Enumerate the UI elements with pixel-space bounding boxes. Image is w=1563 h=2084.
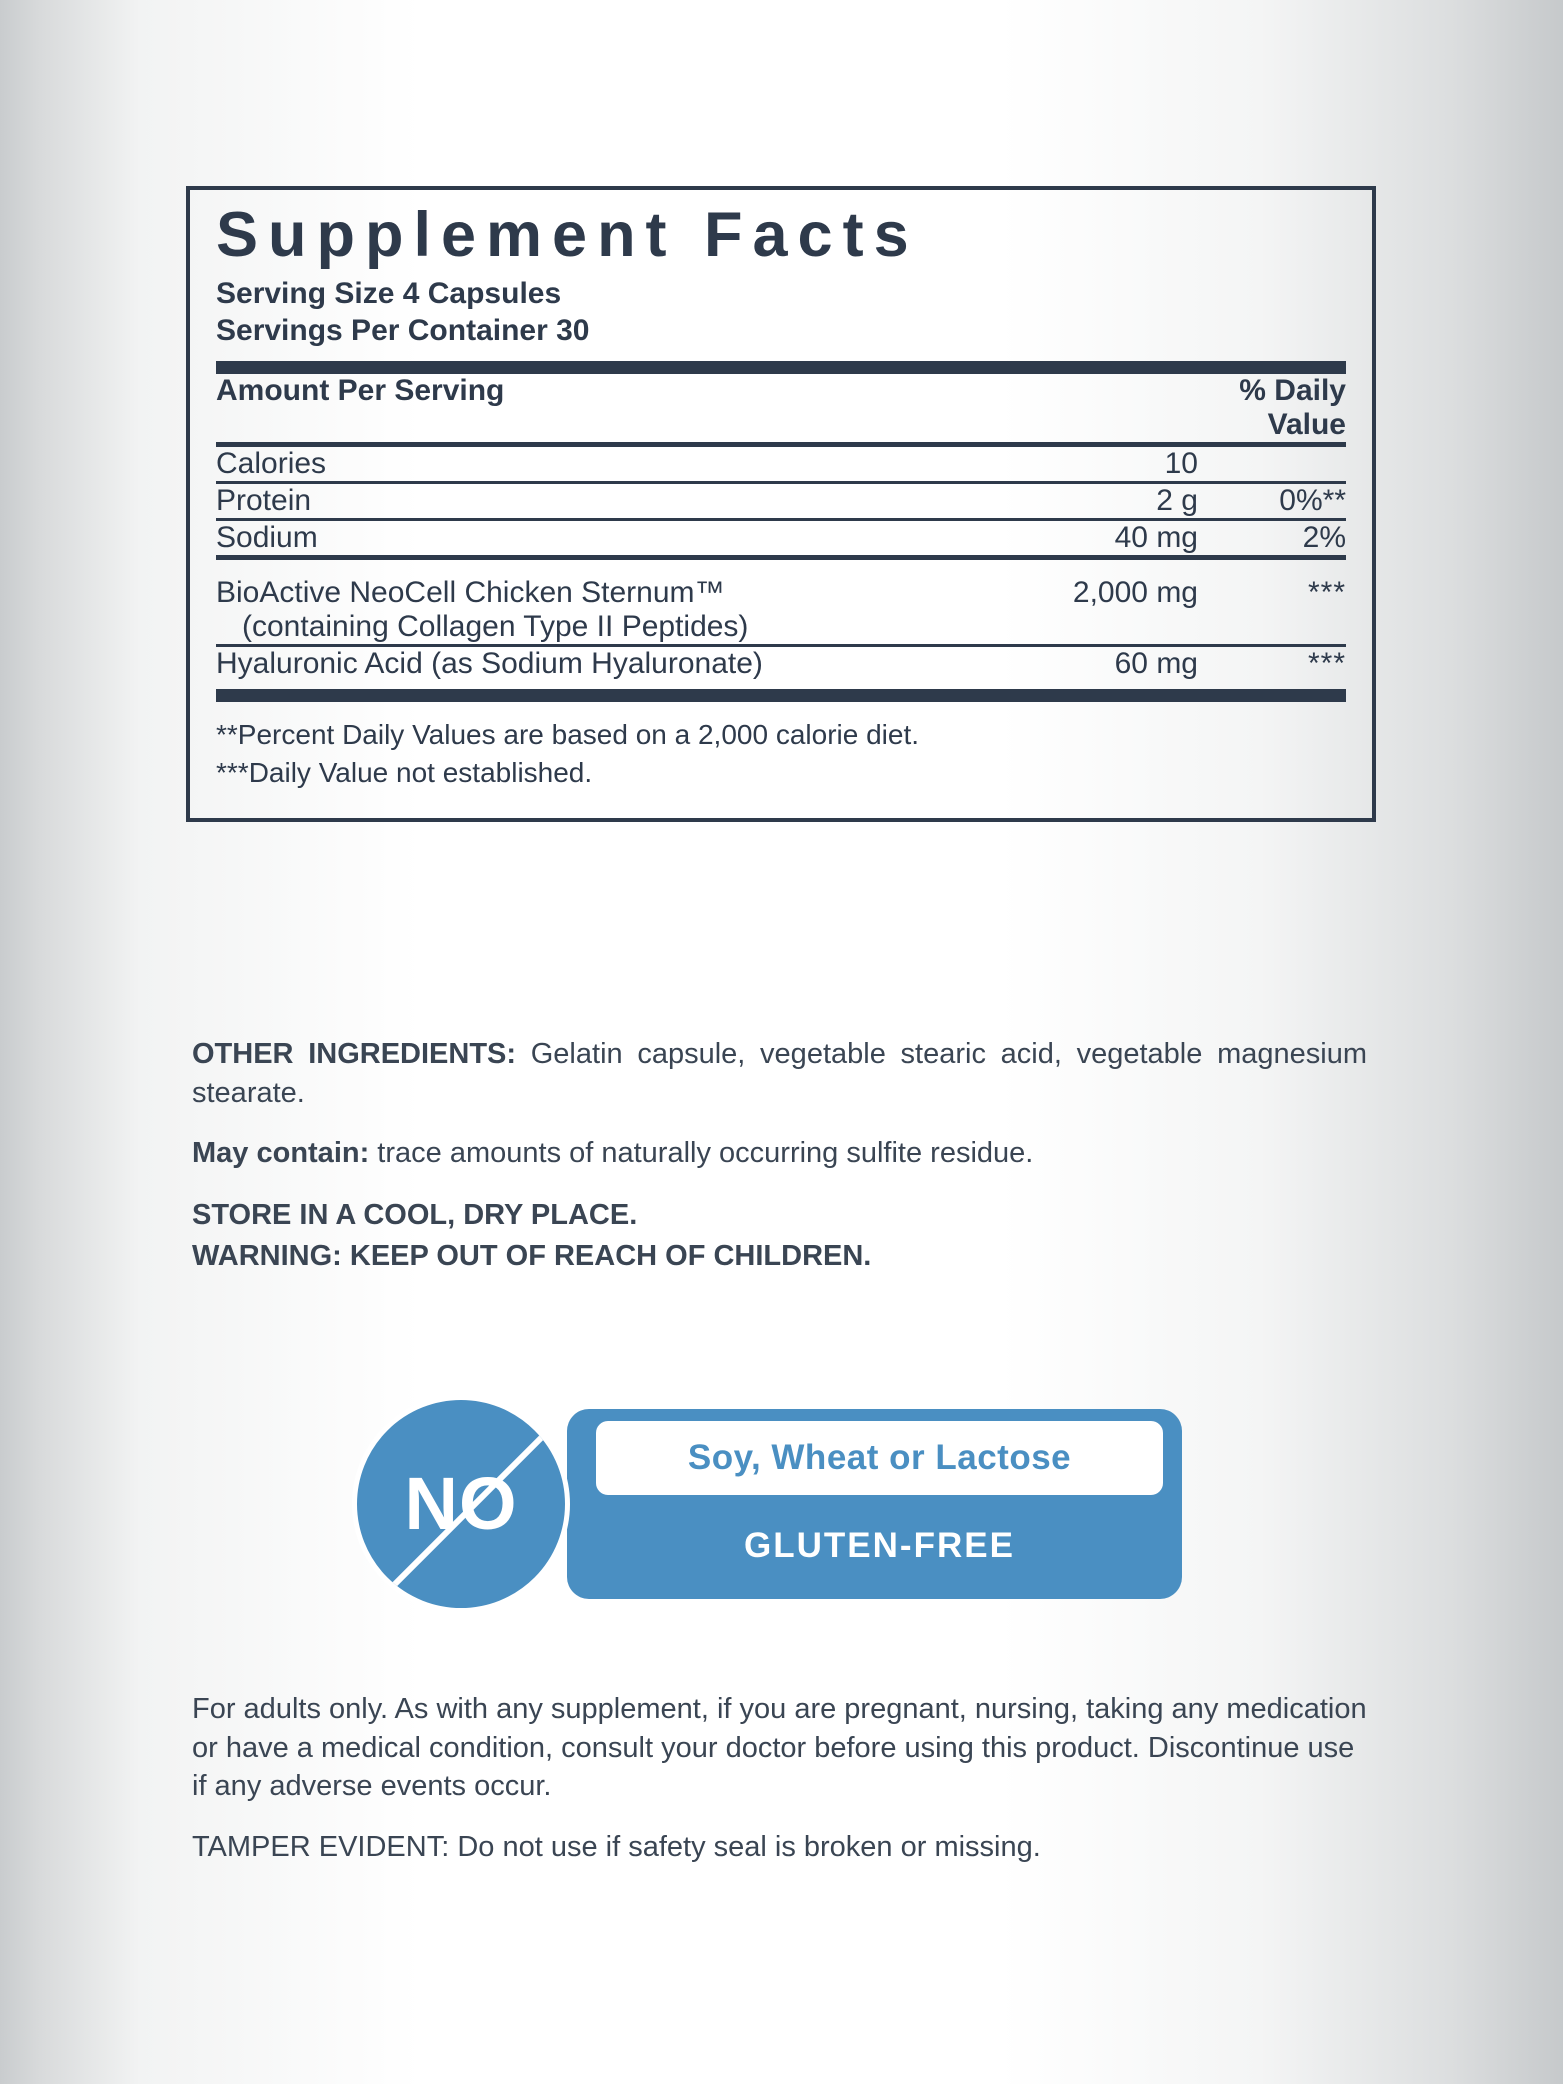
- badge-allergen-label: Soy, Wheat or Lactose: [687, 1438, 1072, 1477]
- may-contain-text: trace amounts of naturally occurring sulfite residue.: [369, 1137, 1034, 1170]
- table-row: [216, 447, 1346, 481]
- header-amount-per-serving: Amount Per Serving: [216, 374, 505, 408]
- row-amount: 10: [1164, 447, 1198, 481]
- ingredients-section: [192, 1035, 1367, 1277]
- free-from-badge: [352, 1395, 1182, 1613]
- row-name: Protein: [216, 484, 312, 518]
- table-row: [216, 484, 1346, 518]
- row-daily-value: ***: [1307, 647, 1346, 681]
- row-daily-value: ***: [1307, 576, 1346, 610]
- row-amount: 40 mg: [1114, 521, 1198, 555]
- serving-size: Serving Size 4 Capsules: [216, 277, 562, 311]
- table-header-row: [216, 374, 1346, 442]
- adults-only-paragraph: For adults only. As with any supplement, if you are pregnant, nursing, taking any medication or have a medical condition, consult your doctor before using this product. Discontinue use if any adverse events occur.: [192, 1693, 1367, 1803]
- no-label: NO: [404, 1462, 518, 1545]
- other-ingredients-text: Gelatin capsule, vegetable stearic acid, vegetable magnesium stearate.: [192, 1038, 1367, 1109]
- row-amount: 2,000 mg: [1072, 576, 1198, 610]
- row-name-group: [216, 576, 898, 644]
- row-name: BioActive NeoCell Chicken Sternum™: [216, 576, 725, 610]
- row-amount: 60 mg: [1114, 647, 1198, 681]
- servings-per-container: Servings Per Container 30: [216, 313, 590, 347]
- may-contain-label: May contain:: [192, 1137, 370, 1170]
- no-circle-icon: [352, 1395, 570, 1613]
- divider-thick-top: [216, 361, 1346, 374]
- supplement-facts-panel: [186, 186, 1376, 822]
- row-name: Calories: [216, 447, 327, 481]
- table-row: [216, 521, 1346, 555]
- row-daily-value: [1206, 447, 1346, 481]
- badge-allergen-row: [592, 1417, 1167, 1499]
- badge-gluten-label: GLUTEN-FREE: [744, 1526, 1015, 1565]
- footnote-dv-not-established: ***Daily Value not established.: [216, 757, 593, 789]
- panel-title: Supplement Facts: [216, 200, 919, 270]
- header-daily-value: % Daily Value: [1239, 374, 1346, 442]
- other-ingredients-paragraph: [192, 1035, 1367, 1112]
- tamper-evident-paragraph: TAMPER EVIDENT: Do not use if safety seal is broken or missing.: [192, 1830, 1041, 1863]
- row-daily-value: 0%**: [1279, 484, 1346, 518]
- table-row: [216, 576, 1346, 644]
- row-name: Sodium: [216, 521, 318, 555]
- other-ingredients-label: OTHER INGREDIENTS:: [192, 1038, 517, 1070]
- nutrition-table: [216, 374, 1346, 681]
- spacer-row: [216, 560, 1346, 576]
- divider-thick-bottom: [216, 689, 1346, 702]
- may-contain-paragraph: [192, 1134, 1367, 1173]
- footnote-percent-dv: **Percent Daily Values are based on a 2,000 calorie diet.: [216, 719, 920, 751]
- row-name: Hyaluronic Acid (as Sodium Hyaluronate): [216, 647, 763, 681]
- badge-gluten-row: [592, 1507, 1167, 1585]
- table-row: [216, 647, 1346, 681]
- row-daily-value: 2%: [1302, 521, 1346, 555]
- warning-line: WARNING: KEEP OUT OF REACH OF CHILDREN.: [192, 1239, 872, 1272]
- storage-instruction: STORE IN A COOL, DRY PLACE.: [192, 1198, 638, 1231]
- row-subname: (containing Collagen Type II Peptides): [242, 610, 749, 644]
- disclaimer-section: [192, 1690, 1367, 1888]
- row-amount: 2 g: [1156, 484, 1198, 518]
- header-spacer: [898, 374, 1206, 442]
